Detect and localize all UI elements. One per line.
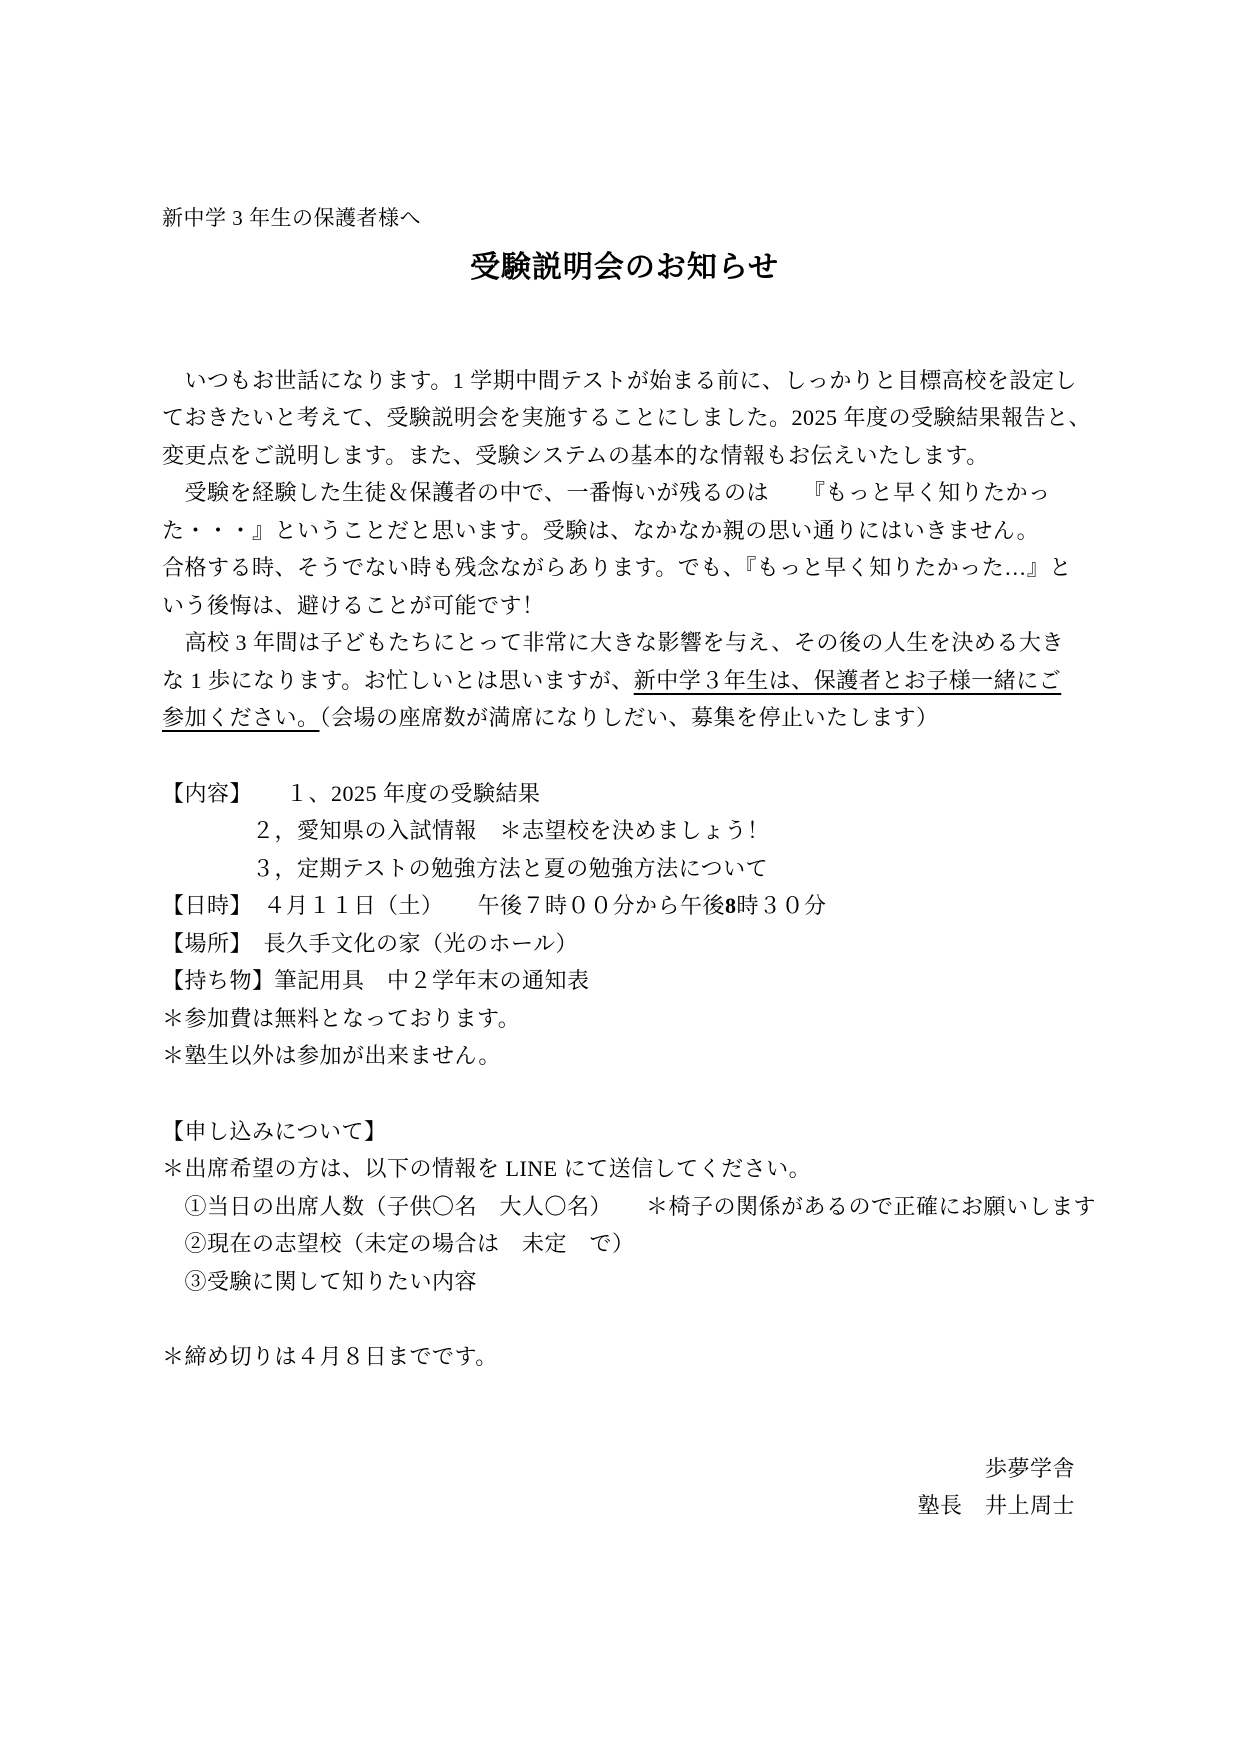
document-line — [162, 474, 1087, 512]
document-line — [162, 1037, 1087, 1075]
text-segment: ２，愛知県の入試情報 ＊志望校を決めましょう！ — [162, 818, 770, 843]
application-section — [162, 1113, 1097, 1301]
text-segment: た・・・』ということだと思います。受験は、なかなか親の思い通りにはいきません。 — [162, 517, 1040, 543]
signature-school-name: 歩夢学舎 — [984, 1455, 1075, 1481]
text-segment: （会場の座席数が満席になりしだい、募集を停止いたします） — [319, 705, 939, 730]
text-segment: 【内容】 １、2025 年度の受験結果 — [162, 780, 541, 806]
text-segment: ＊締め切りは４月８日までです。 — [162, 1344, 498, 1369]
page-title: 受験説明会のお知らせ — [469, 250, 780, 284]
document-line — [162, 925, 1087, 963]
underlined-text: 参加ください。 — [162, 705, 320, 730]
text-segment: 【持ち物】筆記用具 中２学年末の通知表 — [162, 968, 590, 993]
text-segment: な 1 歩になります。お忙しいとは思いますが、 — [162, 667, 634, 693]
document-line — [162, 962, 1087, 1000]
text-segment: 受験を経験した生徒＆保護者の中で、一番悔いが残るのは 『もっと早く知りたかっ — [162, 480, 1051, 505]
document-line — [162, 624, 1087, 662]
document-line — [162, 1338, 1087, 1376]
text-segment: ＊塾生以外は参加が出来ません。 — [162, 1043, 501, 1068]
recipient-line: 新中学 3 年生の保護者様へ — [162, 206, 421, 230]
text-segment: いつもお世話になります。1 学期中間テストが始まる前に、しっかりと目標高校を設定し — [162, 367, 1077, 393]
document-line — [162, 775, 1087, 813]
text-segment: 【場所】 長久手文化の家（光のホール） — [162, 930, 579, 956]
text-segment: 時３０分 — [736, 893, 827, 918]
document-line — [162, 1150, 1087, 1188]
document-line — [162, 662, 1087, 700]
document-line — [162, 1225, 1087, 1263]
intro-paragraphs — [162, 362, 1092, 737]
document-line — [162, 1188, 1097, 1226]
document-line — [162, 1000, 1087, 1038]
document-line — [162, 512, 1087, 550]
document-line — [162, 812, 1087, 850]
document-line — [162, 437, 1087, 475]
document-line — [162, 850, 1087, 888]
event-details-section — [162, 775, 1087, 1075]
document-line — [162, 399, 1092, 437]
text-segment: 【申し込みについて】 — [162, 1118, 387, 1144]
document-line — [162, 587, 1087, 625]
text-segment: 【日時】 ４月１１日（土） 午後７時００分から午後 — [162, 893, 726, 918]
text-segment: 8 — [725, 893, 737, 918]
document-line — [162, 362, 1087, 400]
text-segment: いう後悔は、避けることが可能です！ — [162, 592, 545, 618]
document-content — [162, 200, 1097, 1525]
text-segment: ３，定期テストの勉強方法と夏の勉強方法について — [162, 855, 769, 881]
document-line — [162, 699, 1087, 737]
text-segment: ＊出席希望の方は、以下の情報を LINE にて送信してください。 — [162, 1156, 812, 1181]
document-line — [162, 887, 1087, 925]
document-line — [162, 1263, 1087, 1301]
document-line — [162, 549, 1087, 587]
text-segment: ①当日の出席人数（子供〇名 大人〇名） ＊椅子の関係があるので正確にお願いします — [162, 1193, 1097, 1219]
text-segment: ＊参加費は無料となっております。 — [162, 1005, 521, 1031]
text-segment: ③受験に関して知りたい内容 — [162, 1268, 478, 1294]
text-segment: 高校 3 年間は子どもたちにとって非常に大きな影響を与え、その後の人生を決める大き — [162, 630, 1064, 655]
text-segment: 変更点をご説明します。また、受験システムの基本的な情報もお伝えいたします。 — [162, 442, 989, 468]
underlined-text: 新中学３年生は、保護者とお子様一緒にご — [633, 667, 1062, 693]
document-line — [162, 1113, 1087, 1151]
signature-block — [162, 1450, 1087, 1525]
deadline-section — [162, 1338, 1087, 1376]
text-segment: 合格する時、そうでない時も残念ながらあります。でも、『もっと早く知りたかった…』と — [162, 555, 1072, 580]
text-segment: ②現在の志望校（未定の場合は 未定 で） — [162, 1231, 635, 1256]
signature-principal-name: 塾長 井上周士 — [917, 1493, 1075, 1518]
text-segment: ておきたいと考えて、受験説明会を実施することにしました。2025 年度の受験結果報告と、 — [162, 405, 1092, 430]
